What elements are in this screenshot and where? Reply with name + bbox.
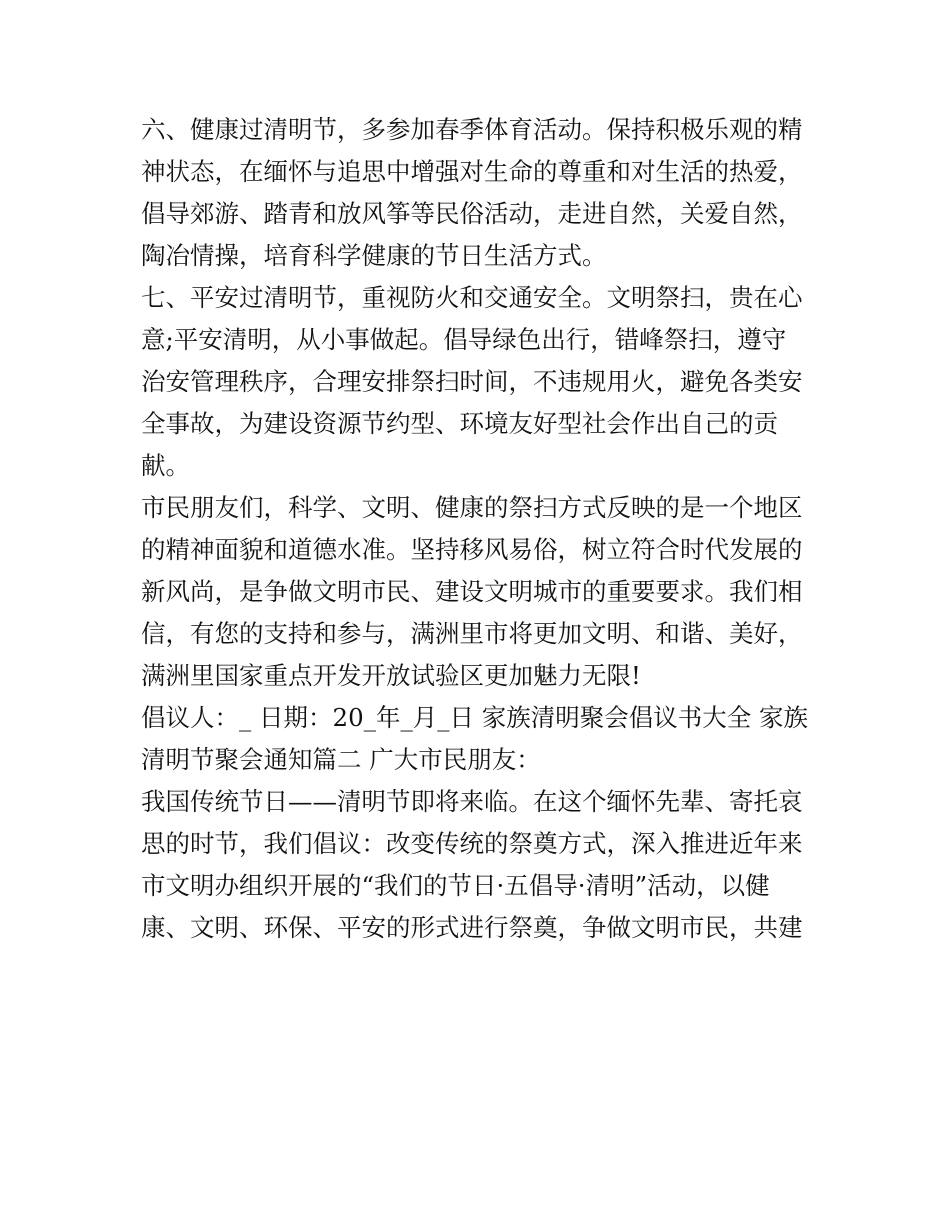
text-line: 神状态，在缅怀与追思中增强对生命的尊重和对生活的热爱， — [141, 157, 803, 186]
text-line: 七、平安过清明节，重视防火和交通安全。文明祭扫，贵在心 — [141, 283, 803, 312]
text-line: 我国传统节日——清明节即将来临。在这个缅怀先辈、寄托哀 — [141, 787, 803, 816]
text-line: 六、健康过清明节，多参加春季体育活动。保持积极乐观的精 — [141, 115, 803, 144]
text-line: 治安管理秩序，合理安排祭扫时间，不违规用火，避免各类安 — [141, 367, 803, 396]
text-line: 信，有您的支持和参与，满洲里市将更加文明、和谐、美好， — [141, 619, 803, 648]
text-line: 献。 — [141, 451, 190, 480]
text-line: 康、文明、环保、平安的形式进行祭奠，争做文明市民，共建 — [141, 913, 803, 942]
text-line: 新风尚，是争做文明市民、建设文明城市的重要要求。我们相 — [141, 577, 803, 606]
text-line: 的精神面貌和道德水准。坚持移风易俗，树立符合时代发展的 — [141, 535, 803, 564]
text-line: 满洲里国家重点开发开放试验区更加魅力无限! — [141, 661, 641, 690]
text-line: 倡议人：_ 日期：20_年_月_日 家族清明聚会倡议书大全 家族 — [141, 703, 809, 732]
text-line: 倡导郊游、踏青和放风筝等民俗活动，走进自然，关爱自然， — [141, 199, 803, 228]
text-line: 思的时节，我们倡议：改变传统的祭奠方式，深入推进近年来 — [141, 829, 803, 858]
text-line: 市文明办组织开展的“我们的节日·五倡导·清明”活动，以健 — [141, 871, 770, 900]
text-line: 意;平安清明，从小事做起。倡导绿色出行，错峰祭扫，遵守 — [141, 325, 787, 354]
text-line: 市民朋友们，科学、文明、健康的祭扫方式反映的是一个地区 — [141, 493, 803, 522]
text-line: 全事故，为建设资源节约型、环境友好型社会作出自己的贡 — [141, 409, 778, 438]
text-line: 陶冶情操，培育科学健康的节日生活方式。 — [141, 241, 607, 270]
text-line: 清明节聚会通知篇二 广大市民朋友： — [141, 745, 541, 774]
document-body — [141, 109, 821, 949]
